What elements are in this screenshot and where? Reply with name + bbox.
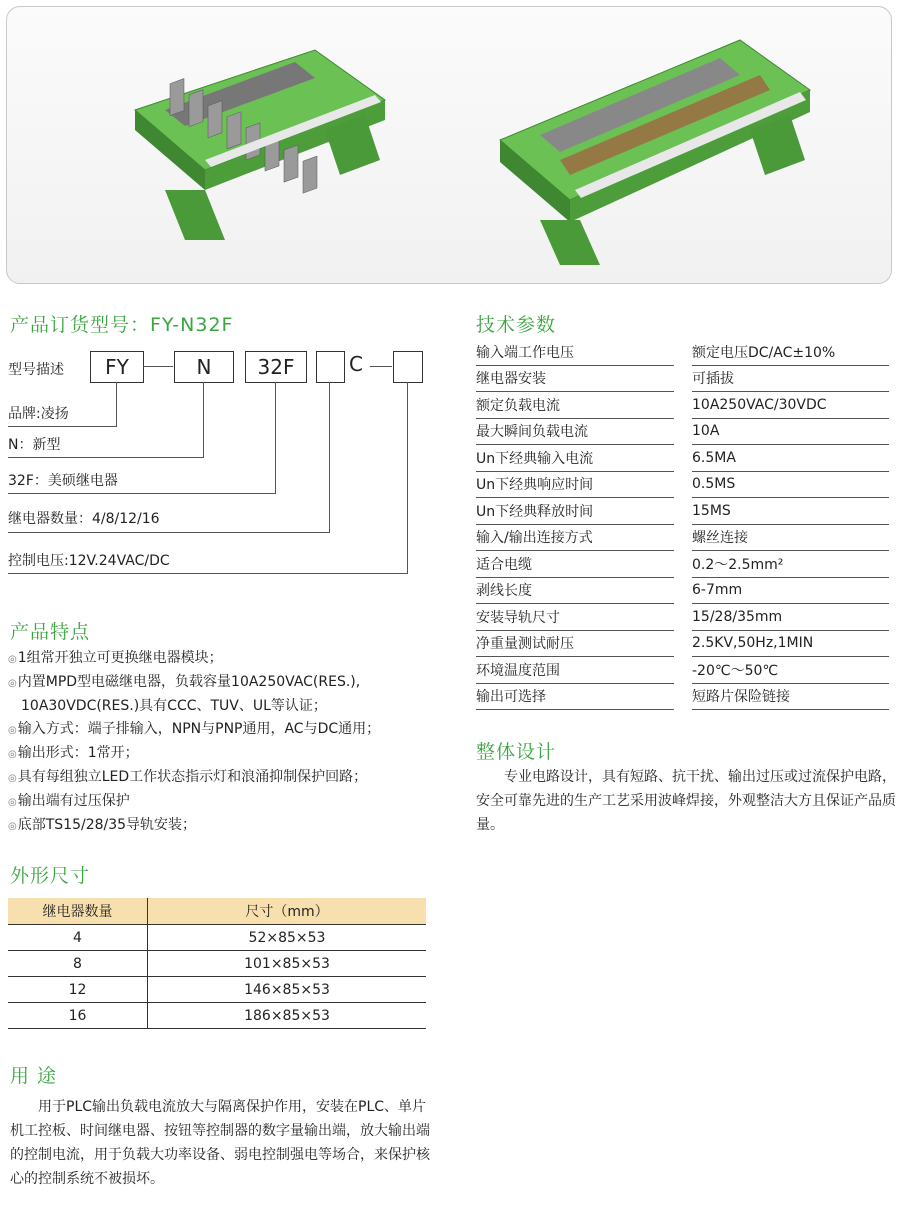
table-row: 额定负载电流 10A250VAC/30VDC	[476, 392, 889, 419]
table-row: 16 186×85×53	[8, 1003, 426, 1029]
features-list	[8, 647, 458, 838]
specs-table	[476, 339, 889, 710]
table-row: 安装导轨尺寸 15/28/35mm	[476, 604, 889, 631]
tree-line	[8, 573, 408, 574]
table-header-row	[8, 898, 426, 925]
dimensions-table	[8, 898, 426, 1029]
feature-item: 10A30VDC(RES.)具有CCC、TUV、UL等认证；	[21, 698, 327, 714]
type-line: N：新型	[8, 437, 61, 453]
features-title: 产品特点	[10, 621, 91, 643]
header-size: 尺寸（mm）	[148, 898, 427, 925]
usage-text: 用于PLC输出负载电流放大与隔离保护作用，安装在PLC、单片机工控板、时间继电器、按钮等控制器的数字量输出端，放大输出端的控制电流，用于负载大功率设备、弱电控制强电等场合，来保护核心的控制系统不被损坏。	[10, 1099, 430, 1187]
bullet-icon: ◎	[8, 725, 17, 736]
table-row: Un下经典输入电流 6.5MA	[476, 445, 889, 472]
table-row: 8 101×85×53	[8, 951, 426, 977]
bullet-icon: ◎	[8, 797, 17, 808]
tree-line	[407, 382, 408, 574]
header-count: 继电器数量	[8, 898, 148, 925]
relay-board-image-16ch	[490, 30, 820, 270]
tree-line	[329, 382, 330, 533]
table-row: Un下经典释放时间 15MS	[476, 498, 889, 525]
brand-line: 品牌:凌扬	[8, 406, 69, 422]
feature-item: ◎输出形式：1常开；	[8, 745, 139, 761]
connector-line	[143, 366, 173, 367]
model-box-voltage	[393, 351, 423, 383]
table-row: 最大瞬间负载电流 10A	[476, 418, 889, 445]
table-row: 适合电缆 0.2～2.5mm²	[476, 551, 889, 578]
dimensions-title: 外形尺寸	[10, 865, 91, 887]
voltage-line: 控制电压:12V.24VAC/DC	[8, 553, 170, 569]
relay-board-image-8ch	[125, 40, 395, 250]
model-box-n: N	[174, 351, 234, 383]
bullet-icon: ◎	[8, 678, 17, 689]
design-text: 专业电路设计，具有短路、抗干扰、输出过压或过流保护电路，安全可靠先进的生产工艺采用波峰焊接，外观整洁大方且保证产品质量。	[476, 769, 896, 833]
tree-line	[8, 457, 204, 458]
tree-line	[8, 493, 276, 494]
table-row: 输出可选择 短路片保险链接	[476, 683, 889, 710]
table-row: 4 52×85×53	[8, 925, 426, 951]
tree-line	[8, 426, 117, 427]
quantity-line: 继电器数量：4/8/12/16	[8, 511, 160, 527]
feature-item: ◎底部TS15/28/35导轨安装；	[8, 817, 197, 833]
feature-item: ◎内置MPD型电磁继电器，负载容量10A250VAC(RES.),	[8, 674, 361, 690]
specs-title: 技术参数	[476, 314, 557, 336]
feature-item: ◎具有每组独立LED工作状态指示灯和浪涌抑制保护回路；	[8, 769, 368, 785]
usage-title: 用 途	[10, 1065, 58, 1087]
table-row: 输入/输出连接方式 螺丝连接	[476, 524, 889, 551]
bullet-icon: ◎	[8, 749, 17, 760]
tree-line	[116, 382, 117, 427]
table-row: 剥线长度 6-7mm	[476, 577, 889, 604]
table-row: 继电器安装 可插拔	[476, 365, 889, 392]
model-box-quantity	[316, 351, 345, 383]
bullet-icon: ◎	[8, 773, 17, 784]
tree-line	[275, 382, 276, 494]
feature-item: ◎输出端有过压保护	[8, 793, 130, 809]
model-box-fy: FY	[90, 351, 144, 383]
table-row: 环境温度范围 -20℃～50℃	[476, 657, 889, 684]
table-row: Un下经典响应时间 0.5MS	[476, 471, 889, 498]
connector-line	[370, 366, 392, 367]
bullet-icon: ◎	[8, 654, 17, 665]
model-letter-c: C	[349, 352, 363, 376]
tree-line	[203, 382, 204, 458]
table-row: 输入端工作电压 额定电压DC/AC±10%	[476, 339, 889, 365]
bullet-icon: ◎	[8, 821, 17, 832]
feature-item: ◎1组常开独立可更换继电器模块；	[8, 650, 223, 666]
feature-item: ◎输入方式：端子排输入，NPN与PNP通用，AC与DC通用；	[8, 721, 381, 737]
table-row: 净重量测试耐压 2.5KV,50Hz,1MIN	[476, 630, 889, 657]
order-model-title: 产品订货型号：FY-N32F	[10, 314, 234, 336]
model-description-label: 型号描述	[8, 362, 64, 378]
table-row: 12 146×85×53	[8, 977, 426, 1003]
design-title: 整体设计	[476, 741, 557, 763]
relay-line: 32F：美硕继电器	[8, 473, 118, 489]
model-box-32f: 32F	[245, 351, 307, 383]
tree-line	[8, 532, 330, 533]
